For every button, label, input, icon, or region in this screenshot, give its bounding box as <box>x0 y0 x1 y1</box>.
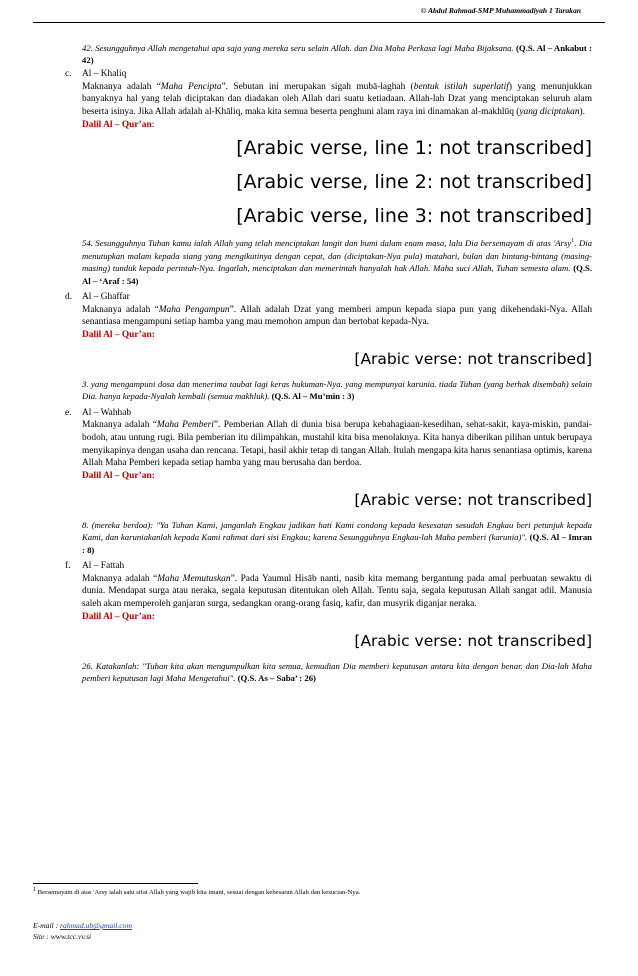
intro-translation <box>82 42 592 67</box>
dalil-heading <box>82 119 592 132</box>
arabic-verse: [Arabic verse: not transcribed] <box>354 349 592 368</box>
translation-text: 26. Katakanlah: "Tuhan kita akan mengumpulkan kita semua, kemudian Dia memberi keputusan antara kita dengan benar. dan Dia-lah Maha pemberi keputusan lagi Maha Mengetahui". <box>82 660 592 683</box>
dalil-label: Dalil Al – Qur’an: <box>82 330 155 341</box>
meaning-text: Maknanya adalah “ <box>82 304 159 315</box>
verse-translation <box>82 519 592 556</box>
verse-reference: (Q.S. Al – Mu’min : 3) <box>271 391 355 402</box>
intro-reference: (Q.S. Al – Ankabut : 42) <box>82 43 592 66</box>
section-meaning <box>82 419 592 470</box>
email-link[interactable]: rahmad.ub@gmail.com <box>60 921 132 930</box>
meaning-italic: Maha Memutuskan <box>157 573 231 584</box>
section-label: d. <box>65 291 73 302</box>
verse-reference: (Q.S. Al – ‘Araf : 54) <box>82 263 593 286</box>
translation-text: . Dia menutupkan malam kepada siang yang mengikutinya dengan cepat, dan (diciptakan-Nya pula) matahari, bulan dan bintang-bintang (masing-masing) tunduk kepada perintah-Nya. Ingatlah, menciptakan dan memerintah hanyalah hak Allah. Maha suci Allah, Tuhan semesta alam. <box>82 238 593 274</box>
dalil-label: Dalil Al – Qur’an: <box>82 471 155 482</box>
dalil-label: Dalil Al – Qur’an: <box>82 611 155 622</box>
meaning-text: ”. Pemberian Allah di dunia bisa berupa kebahagiaan-kesedihan, sehat-sakit, kaya-miskin, pandai-bodoh, atau untung rugi. Bila pemberian itu dilimpahkan, mustahil kita bisa menolaknya. Kita hanya diberikan pilihan untuk berupaya menyikapinya dengan usaha dan rencana. Tetapi, hasil akhir tetap di tangan Allah. Itulah mengapa kita harus senantiasa optimis, karena Allah Maha Pemberi kepada setiap hamba yang mau berusaha dan berdoa. <box>82 420 592 469</box>
site-label: Site : <box>33 931 51 941</box>
section-label: e. <box>65 407 72 418</box>
site-url: www.tcc.vv.si <box>50 931 92 941</box>
translation-text: 54. Sesungguhnya Tuhan kamu ialah Allah yang telah menciptakan langit dan bumi dalam enam masa, lalu Dia bersemayam di atas 'Arsy <box>82 238 572 249</box>
page-body <box>65 42 593 684</box>
dalil-separator: : <box>151 119 155 130</box>
verse-translation <box>82 237 592 287</box>
intro-translation-text: 42. Sesungguhnya Allah mengetahui apa saja yang mereka seru selain Allah. dan Dia Maha Perkasa lagi Maha Bijaksana. <box>82 43 514 53</box>
arabic-verse: [Arabic verse: not transcribed] <box>354 631 592 650</box>
arabic-verse: [Arabic verse: not transcribed] <box>354 490 592 509</box>
arabic-verse-line: [Arabic verse, line 2: not transcribed] <box>236 171 592 194</box>
section-al-khaliq <box>65 68 593 287</box>
meaning-text: ). <box>579 106 585 117</box>
email-label: E-mail : <box>33 921 60 930</box>
meaning-text: Maknanya adalah “ <box>82 420 157 431</box>
section-label: c. <box>65 68 72 79</box>
dalil-label: Dalil Al – Qur’an <box>82 119 152 130</box>
section-meaning <box>82 573 592 611</box>
meaning-italic: Maha Pengampun <box>158 304 230 315</box>
meaning-italic: bentuk istilah superlatif <box>413 81 509 92</box>
section-meaning <box>82 81 592 119</box>
translation-text: 8. (mereka berdoa): "Ya Tuhan Kami, janganlah Engkau jadikan hati Kami condong kepada kesesatan sesudah Engkau beri petunjuk kepada Kami, dan karuniakanlah kepada Kami rahmat dari sisi Engkau; karena Sesungguhnya Engkau-lah Maha pemberi (karunia)". <box>82 519 592 543</box>
header-rule <box>33 22 605 23</box>
meaning-text: Maknanya adalah “ <box>82 81 161 92</box>
translation-text: 3. yang mengampuni dosa dan menerima taubat lagi keras hukuman-Nya. yang mempunyai karunia. tiada Tuhan (yang berhak disembah) selain Dia. hanya kepada-Nyalah kembali (semua makhluk). <box>82 378 592 402</box>
meaning-text: ) yang menunjukkan banyaknya hal yang telah diciptakan dan diadakan oleh Allah dari suatu ketiadaan. Allah-lah Dzat yang menciptakan seluruh alam beserta isinya. Jika Allah adalah al-Khāliq, maka kita semua beserta penghuni alam raya ini dinamakan al-makhlūq ( <box>82 81 592 117</box>
footer-site-line <box>33 932 132 943</box>
meaning-italic: Maha Pencipta <box>160 81 222 92</box>
section-title: Al – Fattah <box>82 561 125 572</box>
arabic-verse-line: [Arabic verse, line 1: not transcribed] <box>236 137 592 160</box>
section-meaning <box>82 304 592 329</box>
page-footer <box>33 921 132 942</box>
section-title: Al – Wahhab <box>82 407 132 418</box>
footnote-text: Bersemayam di atas 'Arsy ialah satu sifat Allah yang wajib kita imani, sesuai dengan kebesaran Allah dan kesucian-Nya. <box>36 889 361 896</box>
section-al-fattah <box>65 560 592 684</box>
meaning-italic: Maha Pemberi <box>156 420 214 431</box>
verse-translation <box>82 378 592 403</box>
arabic-verse-line: [Arabic verse, line 3: not transcribed] <box>236 205 592 228</box>
footnote-number: 1 <box>33 886 36 893</box>
meaning-text: Maknanya adalah “ <box>82 573 158 584</box>
page-header: © Abdul Rahmad-SMP Muhammadiyah 1 Tarakan <box>420 6 581 15</box>
meaning-italic: yang diciptakan <box>519 106 580 117</box>
footnote-marker: 1 <box>571 238 575 245</box>
section-al-wahhab <box>65 407 592 556</box>
footnote-rule <box>33 883 198 884</box>
section-al-ghaffar <box>65 291 593 403</box>
footer-email-line <box>33 921 132 932</box>
meaning-text: ”. Sebutan ini merupakan sigah mubā-laghah ( <box>221 81 414 92</box>
meaning-text: ”. Allah adalah Dzat yang memberi ampun kepada siapa pun yang dikehendaki-Nya. Allah senantiasa mengampuni setiap hamba yang mau memohon ampun dan bertobat kepada-Nya. <box>82 304 593 328</box>
verse-reference: (Q.S. As – Saba’ : 26) <box>237 672 316 683</box>
verse-reference: (Q.S. Al – Imran : 8) <box>82 532 592 555</box>
footnote <box>33 886 361 896</box>
section-title: Al – Khaliq <box>82 68 127 79</box>
section-title: Al – Ghaffar <box>82 291 130 302</box>
section-label: f. <box>65 561 71 572</box>
meaning-text: ”. Pada Yaumul Hisāb nanti, nasib kita memang bergantung pada amal perbuatan sewaktu di dunia. Mendapat surga atau neraka, segala keputusan ditentukan oleh Allah. Tentu saja, segala keputusan Allah sangat adil. Manusia saleh akan memperoleh ganjaran surga, sedangkan orang-orang fasiq, kafir, dan musyrik diganjar neraka. <box>82 573 592 610</box>
verse-translation <box>82 660 592 685</box>
